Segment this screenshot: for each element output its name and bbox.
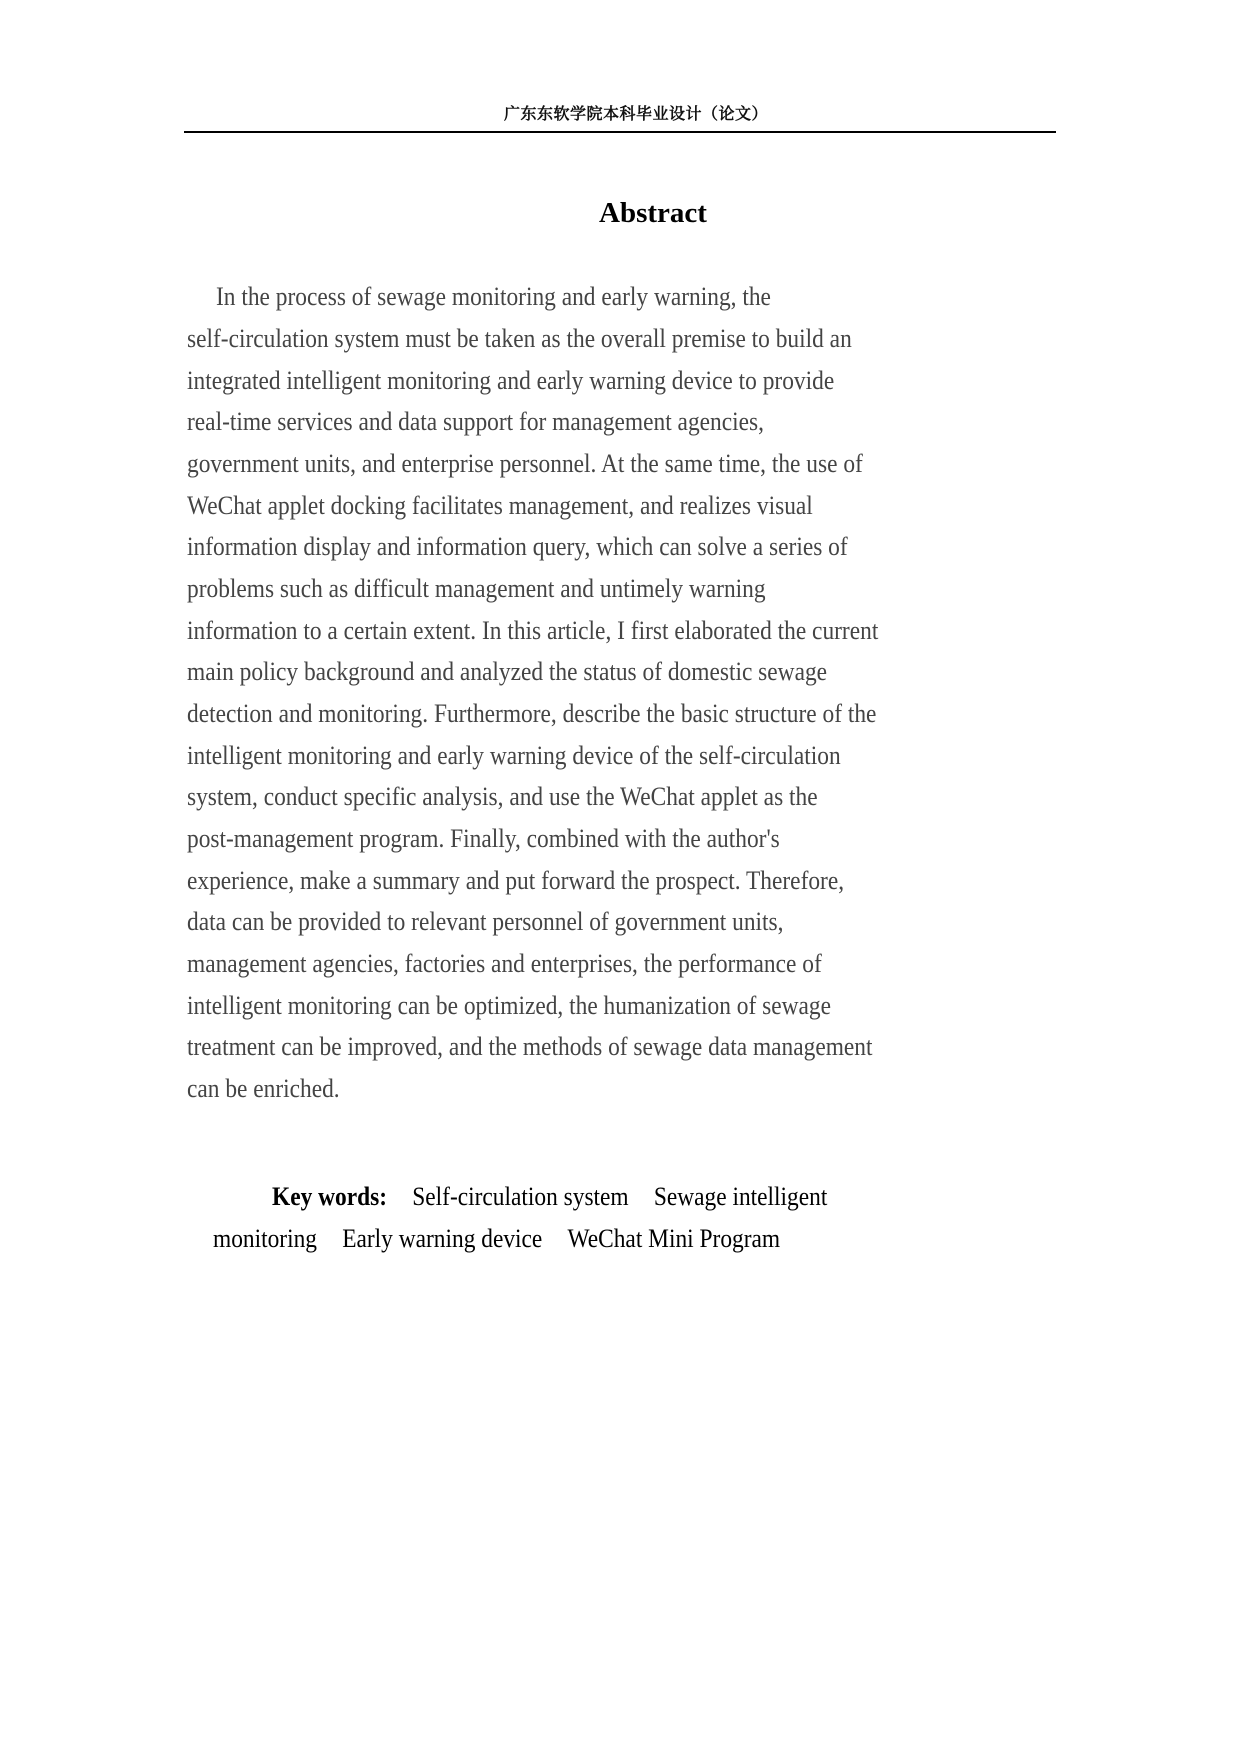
abstract-line: problems such as difficult management and untimely warning bbox=[187, 574, 766, 603]
abstract-line: In the process of sewage monitoring and early warning, the bbox=[216, 282, 771, 311]
keywords-line-2 bbox=[213, 1222, 780, 1262]
abstract-line: main policy background and analyzed the status of domestic sewage bbox=[187, 657, 828, 686]
abstract-line: government units, and enterprise personnel. At the same time, the use of bbox=[187, 449, 863, 478]
abstract-line: can be enriched. bbox=[187, 1074, 340, 1103]
abstract-line: real-time services and data support for management agencies, bbox=[187, 407, 764, 436]
abstract-line: information to a certain extent. In this article, I first elaborated the current bbox=[187, 616, 879, 645]
abstract-line: post-management program. Finally, combined with the author's bbox=[187, 824, 780, 853]
abstract-line: detection and monitoring. Furthermore, describe the basic structure of the bbox=[187, 699, 877, 728]
keyword-item: Early warning device bbox=[342, 1224, 543, 1253]
abstract-line: data can be provided to relevant personnel of government units, bbox=[187, 907, 784, 936]
running-header-title: 广东东软学院本科毕业设计（论文） bbox=[503, 104, 768, 123]
abstract-line: intelligent monitoring and early warning device of the self-circulation bbox=[187, 741, 841, 770]
abstract-line: system, conduct specific analysis, and use the WeChat applet as the bbox=[187, 782, 818, 811]
keyword-item: monitoring bbox=[213, 1224, 318, 1253]
running-header bbox=[184, 100, 1056, 130]
keywords-label: Key words: bbox=[272, 1182, 388, 1211]
abstract-line: management agencies, factories and enterprises, the performance of bbox=[187, 949, 822, 978]
abstract-line: information display and information query, which can solve a series of bbox=[187, 532, 848, 561]
abstract-line: experience, make a summary and put forward the prospect. Therefore, bbox=[187, 866, 845, 895]
abstract-line: self-circulation system must be taken as the overall premise to build an bbox=[187, 324, 852, 353]
keyword-item: Sewage intelligent bbox=[653, 1182, 828, 1211]
abstract-line: intelligent monitoring can be optimized, the humanization of sewage bbox=[187, 991, 831, 1020]
abstract-line: integrated intelligent monitoring and early warning device to provide bbox=[187, 366, 835, 395]
header-rule-divider bbox=[184, 131, 1056, 133]
abstract-title: Abstract bbox=[599, 197, 707, 229]
keyword-item: Self-circulation system bbox=[412, 1182, 629, 1211]
abstract-line: WeChat applet docking facilitates management, and realizes visual bbox=[187, 491, 813, 520]
abstract-line: treatment can be improved, and the methods of sewage data management bbox=[187, 1032, 873, 1061]
keyword-item: WeChat Mini Program bbox=[567, 1224, 781, 1253]
keywords-line-1 bbox=[272, 1180, 827, 1220]
